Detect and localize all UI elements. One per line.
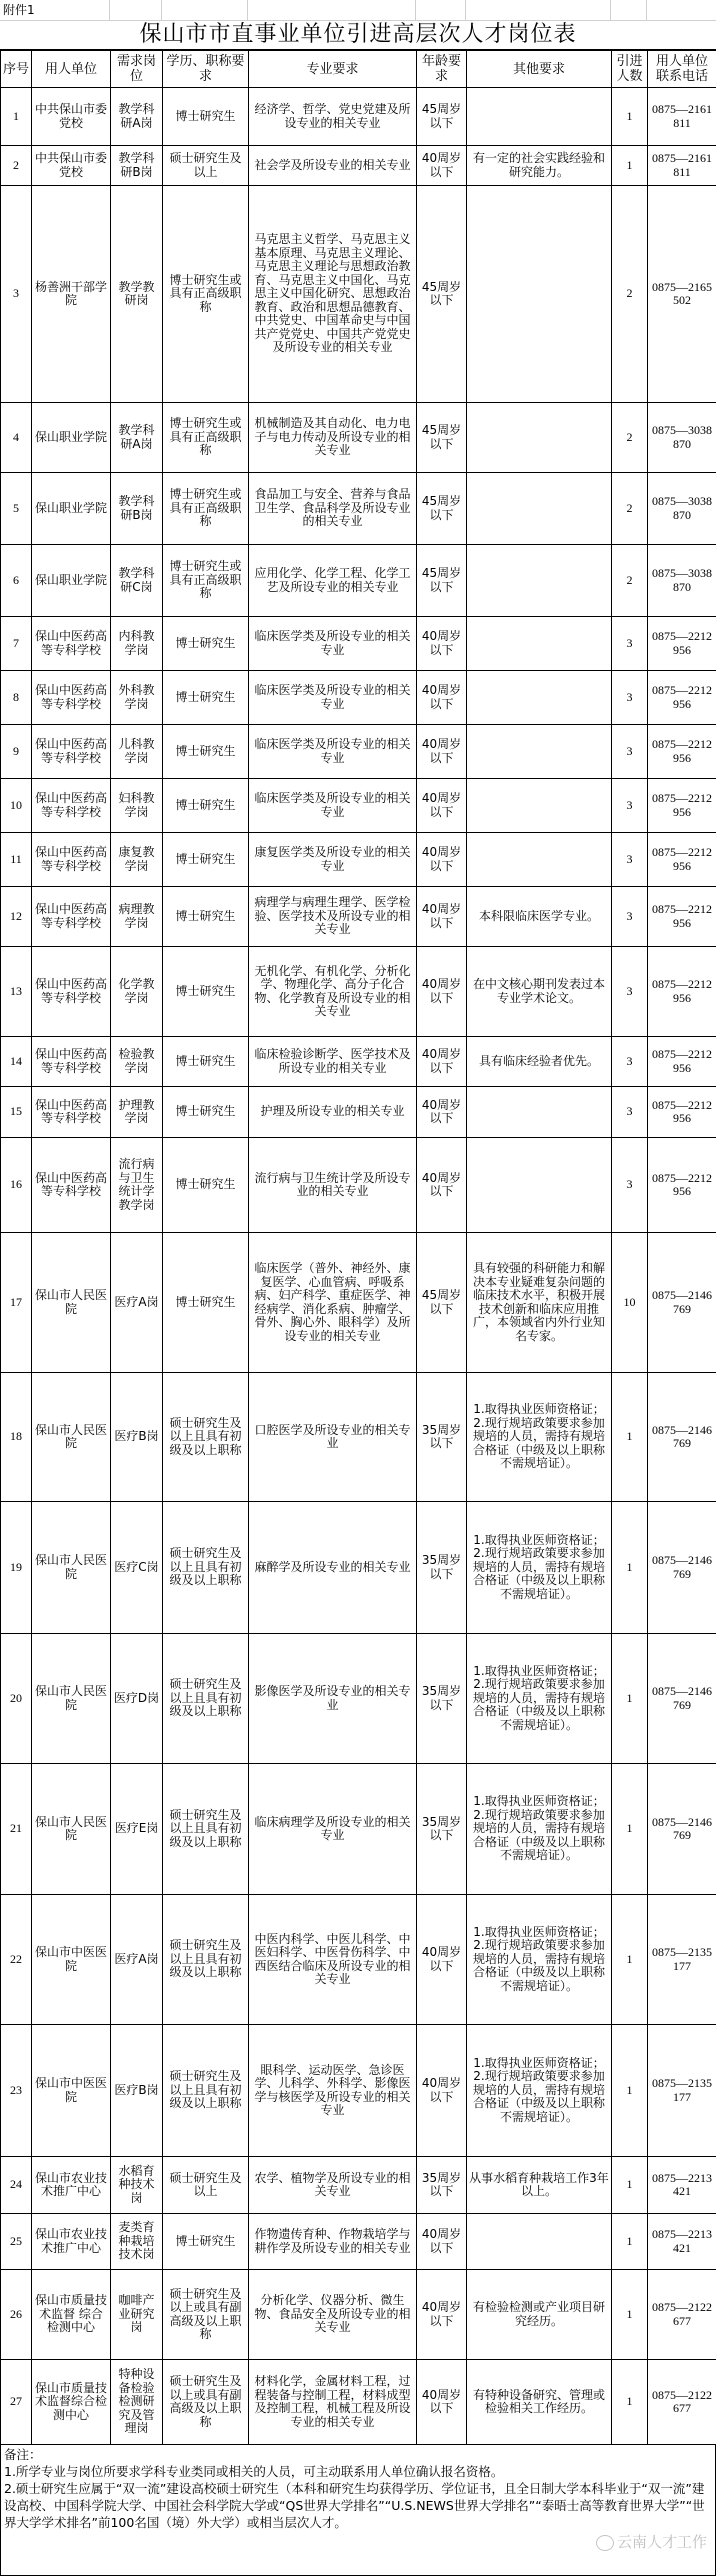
cell-phone: 0875—2146769: [648, 1502, 716, 1634]
cell-post: 特种设备检验检测研究及管理岗: [111, 2360, 163, 2445]
cell-post: 医疗B岗: [111, 2025, 163, 2157]
cell-seq: 11: [1, 833, 32, 887]
cell-seq: 5: [1, 473, 32, 545]
empty-cell: [110, 0, 162, 20]
cell-major: 麻醉学及所设专业的相关专业: [249, 1502, 417, 1634]
cell-other: [467, 88, 612, 146]
cell-unit: 保山职业学院: [32, 403, 111, 473]
table-row: [1, 887, 716, 947]
cell-seq: 15: [1, 1087, 32, 1138]
cell-age: 35周岁以下: [417, 1373, 467, 1502]
cell-edu: 硕士研究生及以上或具有副高级及以上职称: [163, 2360, 249, 2445]
cell-post: 咖啡产业研究岗: [111, 2270, 163, 2360]
cell-major: 影像医学及所设专业的相关专业: [249, 1634, 417, 1764]
cell-other: [467, 2214, 612, 2270]
cell-major: 临床医学（普外、神经外、康复医学、心血管病、呼吸系病、妇产科学、重症医学、神经病学、消化系病、肿瘤学、骨外、胸心外、眼科学）及所设专业的相关专业: [249, 1233, 417, 1373]
header-row: [1, 51, 716, 88]
cell-age: 35周岁以下: [417, 2157, 467, 2214]
cell-unit: 保山市人民医院: [32, 1373, 111, 1502]
table-row: [1, 1037, 716, 1087]
cell-age: 35周岁以下: [417, 1502, 467, 1634]
table-row: [1, 2157, 716, 2214]
table-row: [1, 1373, 716, 1502]
note-item-2: 2.硕士研究生应属于“双一流”建设高校硕士研究生（本科和研究生均获得学历、学位证书，且全日制大学本科毕业于“双一流”建设高校、中国科学院大学、中国社会科学院大学或“QS世界大学排名”“U.S.NEWS世界大学排名”“泰晤士高等教育世界大学”“世界大学学术排名”前100名国（境）外大学）或相当层次人才。: [4, 2480, 712, 2531]
cell-seq: 20: [1, 1634, 32, 1764]
cell-post: 教学科研A岗: [111, 88, 163, 146]
cell-phone: 0875—2161811: [648, 146, 716, 186]
cell-count: 3: [612, 1087, 648, 1138]
cell-phone: 0875—2212956: [648, 671, 716, 725]
cell-edu: 博士研究生: [163, 1087, 249, 1138]
cell-unit: 保山市中医医院: [32, 1895, 111, 2025]
cell-other: 1.取得执业医师资格证；2.现行规培政策要求参加规培的人员，需持有规培合格证（中级及以上职称不需规培证）。: [467, 1373, 612, 1502]
cell-count: 3: [612, 671, 648, 725]
cell-seq: 27: [1, 2360, 32, 2445]
cell-other: 有一定的社会实践经验和研究能力。: [467, 146, 612, 186]
note-item-1: 1.所学专业与岗位所要求学科专业类同或相关的人员，可主动联系用人单位确认报名资格。: [4, 2463, 712, 2480]
header-seq: 序号: [1, 51, 32, 88]
cell-count: 2: [612, 545, 648, 617]
cell-edu: 博士研究生或具有正高级职称: [163, 186, 249, 403]
cell-age: 45周岁以下: [417, 403, 467, 473]
cell-unit: 保山市人民医院: [32, 1502, 111, 1634]
cell-other: [467, 833, 612, 887]
cell-seq: 17: [1, 1233, 32, 1373]
cell-unit: 保山中医药高等专科学校: [32, 1037, 111, 1087]
cell-major: 临床检验诊断学、医学技术及所设专业的相关专业: [249, 1037, 417, 1087]
cell-unit: 保山中医药高等专科学校: [32, 617, 111, 671]
cell-major: 护理及所设专业的相关专业: [249, 1087, 417, 1138]
cell-major: 应用化学、化学工程、化学工艺及所设专业的相关专业: [249, 545, 417, 617]
attachment-row: [0, 0, 716, 21]
attachment-label: 附件1: [0, 0, 110, 20]
cell-post: 教学科研A岗: [111, 403, 163, 473]
cell-edu: 博士研究生: [163, 833, 249, 887]
cell-count: 3: [612, 1138, 648, 1233]
cell-major: 口腔医学及所设专业的相关专业: [249, 1373, 417, 1502]
cell-edu: 硕士研究生及以上且具有初级及以上职称: [163, 1895, 249, 2025]
cell-other: 本科限临床医学专业。: [467, 887, 612, 947]
cell-post: 流行病与卫生统计学教学岗: [111, 1138, 163, 1233]
cell-edu: 博士研究生: [163, 617, 249, 671]
cell-phone: 0875—2212956: [648, 947, 716, 1037]
cell-seq: 4: [1, 403, 32, 473]
cell-post: 化学教学岗: [111, 947, 163, 1037]
cell-other: 在中文核心期刊发表过本专业学术论文。: [467, 947, 612, 1037]
notes-section: [0, 2445, 716, 2576]
cell-unit: 保山中医药高等专科学校: [32, 947, 111, 1037]
cell-count: 1: [612, 1634, 648, 1764]
cell-other: [467, 779, 612, 833]
cell-phone: 0875—2212956: [648, 1037, 716, 1087]
cell-major: 无机化学、有机化学、分析化学、物理化学、高分子化合物、化学教育及所设专业的相关专业: [249, 947, 417, 1037]
cell-count: 3: [612, 887, 648, 947]
cell-major: 作物遗传育种、作物栽培学与耕作学及所设专业的相关专业: [249, 2214, 417, 2270]
cell-unit: 保山市质量技术监督综合检测中心: [32, 2360, 111, 2445]
cell-count: 3: [612, 1037, 648, 1087]
cell-seq: 13: [1, 947, 32, 1037]
cell-phone: 0875—2146769: [648, 1764, 716, 1895]
cell-count: 1: [612, 2360, 648, 2445]
cell-other: [467, 725, 612, 779]
cell-count: 1: [612, 146, 648, 186]
cell-phone: 0875—2135177: [648, 2025, 716, 2157]
empty-cell: [466, 0, 611, 20]
empty-cell: [416, 0, 466, 20]
table-row: [1, 2270, 716, 2360]
cell-age: 40周岁以下: [417, 2270, 467, 2360]
cell-seq: 7: [1, 617, 32, 671]
cell-count: 2: [612, 186, 648, 403]
table-row: [1, 186, 716, 403]
cell-major: 马克思主义哲学、马克思主义基本原理、马克思主义理论、马克思主义理论与思想政治教育、马克思主义中国化、马克思主义中国化研究、思想政治教育、政治和思想品德教育、中共党史、中国革命史与中国共产党党史、中国共产党党史及所设专业的相关专业: [249, 186, 417, 403]
cell-seq: 8: [1, 671, 32, 725]
cell-post: 康复教学岗: [111, 833, 163, 887]
cell-phone: 0875—2212956: [648, 887, 716, 947]
cell-age: 40周岁以下: [417, 1138, 467, 1233]
cell-other: 1.取得执业医师资格证；2.现行规培政策要求参加规培的人员，需持有规培合格证（中级及以上职称不需规培证）。: [467, 1502, 612, 1634]
cell-age: 40周岁以下: [417, 146, 467, 186]
cell-major: 流行病与卫生统计学及所设专业的相关专业: [249, 1138, 417, 1233]
table-row: [1, 1502, 716, 1634]
cell-unit: 保山市人民医院: [32, 1233, 111, 1373]
cell-major: 临床医学类及所设专业的相关专业: [249, 671, 417, 725]
header-major: 专业要求: [249, 51, 417, 88]
cell-age: 40周岁以下: [417, 2025, 467, 2157]
watermark-text: 云南人才工作: [617, 2533, 707, 2551]
cell-post: 医疗C岗: [111, 1502, 163, 1634]
cell-count: 3: [612, 617, 648, 671]
cell-seq: 21: [1, 1764, 32, 1895]
cell-other: [467, 1138, 612, 1233]
cell-age: 40周岁以下: [417, 947, 467, 1037]
header-other: 其他要求: [467, 51, 612, 88]
cell-phone: 0875—2213421: [648, 2214, 716, 2270]
cell-edu: 博士研究生或具有正高级职称: [163, 545, 249, 617]
cell-unit: 保山市人民医院: [32, 1764, 111, 1895]
cell-unit: 保山中医药高等专科学校: [32, 779, 111, 833]
cell-seq: 18: [1, 1373, 32, 1502]
cell-count: 3: [612, 833, 648, 887]
cell-major: 临床病理学及所设专业的相关专业: [249, 1764, 417, 1895]
table-row: [1, 833, 716, 887]
cell-unit: 保山中医药高等专科学校: [32, 887, 111, 947]
cell-count: 1: [612, 88, 648, 146]
cell-major: 分析化学、仪器分析、微生物、食品安全及所设专业的相关专业: [249, 2270, 417, 2360]
cell-phone: 0875—2212956: [648, 1087, 716, 1138]
wechat-icon: [596, 2535, 614, 2551]
cell-phone: 0875—2135177: [648, 1895, 716, 2025]
cell-major: 材料化学，金属材料工程，过程装备与控制工程，材料成型及控制工程，机械工程及所设专业的相关专业: [249, 2360, 417, 2445]
watermark: [596, 2534, 707, 2551]
cell-seq: 19: [1, 1502, 32, 1634]
cell-major: 临床医学类及所设专业的相关专业: [249, 617, 417, 671]
cell-edu: 博士研究生或具有正高级职称: [163, 473, 249, 545]
cell-phone: 0875—2122677: [648, 2270, 716, 2360]
header-unit: 用人单位: [32, 51, 111, 88]
cell-other: 从事水稻育种栽培工作3年以上。: [467, 2157, 612, 2214]
positions-table: [0, 50, 716, 2445]
cell-age: 45周岁以下: [417, 473, 467, 545]
table-row: [1, 947, 716, 1037]
table-row: [1, 1764, 716, 1895]
cell-age: 45周岁以下: [417, 186, 467, 403]
cell-count: 1: [612, 2214, 648, 2270]
cell-phone: 0875—2212956: [648, 617, 716, 671]
cell-edu: 硕士研究生及以上且具有初级及以上职称: [163, 1764, 249, 1895]
cell-count: 1: [612, 1764, 648, 1895]
cell-other: [467, 671, 612, 725]
cell-age: 40周岁以下: [417, 1087, 467, 1138]
cell-seq: 26: [1, 2270, 32, 2360]
cell-edu: 博士研究生: [163, 1138, 249, 1233]
cell-seq: 6: [1, 545, 32, 617]
table-row: [1, 1634, 716, 1764]
cell-count: 1: [612, 2157, 648, 2214]
cell-post: 内科教学岗: [111, 617, 163, 671]
cell-post: 教学教研岗: [111, 186, 163, 403]
cell-post: 教学科研B岗: [111, 146, 163, 186]
cell-major: 临床医学类及所设专业的相关专业: [249, 725, 417, 779]
cell-age: 40周岁以下: [417, 2214, 467, 2270]
table-row: [1, 2214, 716, 2270]
cell-post: 麦类育种栽培技术岗: [111, 2214, 163, 2270]
cell-seq: 16: [1, 1138, 32, 1233]
cell-count: 3: [612, 725, 648, 779]
cell-edu: 博士研究生: [163, 725, 249, 779]
cell-post: 医疗E岗: [111, 1764, 163, 1895]
cell-edu: 博士研究生: [163, 779, 249, 833]
cell-other: 有检验检测或产业项目研究经历。: [467, 2270, 612, 2360]
cell-phone: 0875—3038870: [648, 403, 716, 473]
cell-age: 40周岁以下: [417, 725, 467, 779]
cell-age: 40周岁以下: [417, 779, 467, 833]
cell-phone: 0875—2212956: [648, 833, 716, 887]
cell-phone: 0875—2146769: [648, 1373, 716, 1502]
cell-count: 3: [612, 947, 648, 1037]
cell-other: [467, 186, 612, 403]
cell-seq: 2: [1, 146, 32, 186]
cell-post: 医疗A岗: [111, 1895, 163, 2025]
table-row: [1, 146, 716, 186]
cell-major: 病理学与病理生理学、医学检验、医学技术及所设专业的相关专业: [249, 887, 417, 947]
cell-count: 1: [612, 2025, 648, 2157]
table-body: [1, 88, 716, 2445]
cell-unit: 保山职业学院: [32, 473, 111, 545]
notes-heading: 备注：: [4, 2446, 712, 2463]
cell-unit: 中共保山市委党校: [32, 88, 111, 146]
cell-other: 1.取得执业医师资格证；2.现行规培政策要求参加规培的人员，需持有规培合格证（中级及以上职称不需规培证）。: [467, 1895, 612, 2025]
cell-age: 40周岁以下: [417, 617, 467, 671]
cell-post: 医疗A岗: [111, 1233, 163, 1373]
cell-phone: 0875—2213421: [648, 2157, 716, 2214]
cell-edu: 博士研究生: [163, 1037, 249, 1087]
cell-seq: 9: [1, 725, 32, 779]
table-row: [1, 2025, 716, 2157]
cell-post: 护理教学岗: [111, 1087, 163, 1138]
cell-unit: 保山中医药高等专科学校: [32, 725, 111, 779]
cell-age: 40周岁以下: [417, 1895, 467, 2025]
cell-other: [467, 1087, 612, 1138]
cell-edu: 博士研究生: [163, 887, 249, 947]
table-row: [1, 2360, 716, 2445]
header-count: 引进人数: [612, 51, 648, 88]
table-row: [1, 617, 716, 671]
cell-edu: 博士研究生或具有正高级职称: [163, 403, 249, 473]
cell-other: 有特种设备研究、管理或检验相关工作经历。: [467, 2360, 612, 2445]
cell-unit: 保山市质量技术监督 综合检测中心: [32, 2270, 111, 2360]
cell-other: [467, 473, 612, 545]
cell-count: 1: [612, 2270, 648, 2360]
cell-phone: 0875—3038870: [648, 473, 716, 545]
cell-post: 教学科研C岗: [111, 545, 163, 617]
empty-cell: [611, 0, 647, 20]
cell-major: 食品加工与安全、营养与食品卫生学、食品科学及所设专业的相关专业: [249, 473, 417, 545]
table-row: [1, 1138, 716, 1233]
empty-cell: [162, 0, 248, 20]
cell-seq: 14: [1, 1037, 32, 1087]
cell-major: 康复医学类及所设专业的相关专业: [249, 833, 417, 887]
cell-post: 儿科教学岗: [111, 725, 163, 779]
cell-count: 3: [612, 779, 648, 833]
cell-edu: 硕士研究生及以上且具有初级及以上职称: [163, 1502, 249, 1634]
cell-count: 1: [612, 1895, 648, 2025]
page-title: 保山市市直事业单位引进高层次人才岗位表: [0, 21, 716, 50]
cell-unit: 保山中医药高等专科学校: [32, 1087, 111, 1138]
cell-seq: 25: [1, 2214, 32, 2270]
cell-seq: 22: [1, 1895, 32, 2025]
cell-post: 妇科教学岗: [111, 779, 163, 833]
cell-edu: 硕士研究生及以上或具有副高级及以上职称: [163, 2270, 249, 2360]
cell-phone: 0875—2122677: [648, 2360, 716, 2445]
cell-other: 具有较强的科研能力和解决本专业疑难复杂问题的临床技术水平，积极开展技术创新和临床应用推广，本领域省内外行业知名专家。: [467, 1233, 612, 1373]
cell-age: 45周岁以下: [417, 88, 467, 146]
table-row: [1, 671, 716, 725]
cell-other: 1.取得执业医师资格证；2.现行规培政策要求参加规培的人员，需持有规培合格证（中级及以上职称不需规培证）。: [467, 2025, 612, 2157]
cell-post: 检验教学岗: [111, 1037, 163, 1087]
cell-edu: 硕士研究生及以上且具有初级及以上职称: [163, 1634, 249, 1764]
cell-age: 35周岁以下: [417, 1634, 467, 1764]
table-row: [1, 545, 716, 617]
cell-other: [467, 545, 612, 617]
cell-phone: 0875—2212956: [648, 779, 716, 833]
cell-seq: 3: [1, 186, 32, 403]
cell-count: 2: [612, 403, 648, 473]
cell-count: 1: [612, 1373, 648, 1502]
cell-post: 水稻育种技术岗: [111, 2157, 163, 2214]
cell-post: 教学科研B岗: [111, 473, 163, 545]
cell-post: 医疗B岗: [111, 1373, 163, 1502]
cell-age: 40周岁以下: [417, 887, 467, 947]
cell-unit: 保山中医药高等专科学校: [32, 833, 111, 887]
cell-major: 农学、植物学及所设专业的相关专业: [249, 2157, 417, 2214]
cell-edu: 硕士研究生及以上: [163, 2157, 249, 2214]
cell-count: 2: [612, 473, 648, 545]
cell-count: 1: [612, 1502, 648, 1634]
cell-edu: 博士研究生: [163, 1233, 249, 1373]
cell-unit: 保山中医药高等专科学校: [32, 1138, 111, 1233]
cell-age: 45周岁以下: [417, 545, 467, 617]
cell-seq: 23: [1, 2025, 32, 2157]
cell-age: 40周岁以下: [417, 1037, 467, 1087]
table-row: [1, 1895, 716, 2025]
cell-major: 眼科学、运动医学、急诊医学、儿科学、外科学、影像医学与核医学及所设专业的相关专业: [249, 2025, 417, 2157]
cell-phone: 0875—3038870: [648, 545, 716, 617]
table-row: [1, 403, 716, 473]
cell-major: 机械制造及其自动化、电力电子与电力传动及所设专业的相关专业: [249, 403, 417, 473]
table-row: [1, 88, 716, 146]
table-row: [1, 473, 716, 545]
cell-edu: 硕士研究生及以上: [163, 146, 249, 186]
cell-age: 40周岁以下: [417, 671, 467, 725]
cell-edu: 硕士研究生及以上且具有初级及以上职称: [163, 2025, 249, 2157]
header-post: 需求岗位: [111, 51, 163, 88]
cell-count: 10: [612, 1233, 648, 1373]
cell-unit: 保山市人民医院: [32, 1634, 111, 1764]
cell-unit: 保山市中医医院: [32, 2025, 111, 2157]
cell-other: 1.取得执业医师资格证；2.现行规培政策要求参加规培的人员，需持有规培合格证（中级及以上职称不需规培证）。: [467, 1634, 612, 1764]
header-edu: 学历、职称要求: [163, 51, 249, 88]
cell-edu: 硕士研究生及以上且具有初级及以上职称: [163, 1373, 249, 1502]
cell-age: 35周岁以下: [417, 1764, 467, 1895]
cell-unit: 保山市农业技术推广中心: [32, 2214, 111, 2270]
cell-unit: 保山中医药高等专科学校: [32, 671, 111, 725]
table-row: [1, 725, 716, 779]
cell-seq: 1: [1, 88, 32, 146]
cell-edu: 博士研究生: [163, 947, 249, 1037]
cell-other: 具有临床经验者优先。: [467, 1037, 612, 1087]
cell-age: 45周岁以下: [417, 1233, 467, 1373]
cell-unit: 保山市农业技术推广中心: [32, 2157, 111, 2214]
cell-seq: 10: [1, 779, 32, 833]
cell-other: [467, 617, 612, 671]
header-phone: 用人单位联系电话: [648, 51, 716, 88]
cell-major: 经济学、哲学、党史党建及所设专业的相关专业: [249, 88, 417, 146]
cell-seq: 24: [1, 2157, 32, 2214]
cell-unit: 中共保山市委党校: [32, 146, 111, 186]
cell-post: 病理教学岗: [111, 887, 163, 947]
cell-age: 40周岁以下: [417, 2360, 467, 2445]
cell-major: 中医内科学、中医儿科学、中医妇科学、中医骨伤科学、中西医结合临床及所设专业的相关专业: [249, 1895, 417, 2025]
cell-edu: 博士研究生: [163, 88, 249, 146]
cell-phone: 0875—2212956: [648, 1138, 716, 1233]
cell-phone: 0875—2212956: [648, 725, 716, 779]
cell-edu: 博士研究生: [163, 671, 249, 725]
cell-phone: 0875—2146769: [648, 1634, 716, 1764]
cell-unit: 保山职业学院: [32, 545, 111, 617]
cell-unit: 杨善洲干部学院: [32, 186, 111, 403]
cell-edu: 博士研究生: [163, 2214, 249, 2270]
cell-post: 医疗D岗: [111, 1634, 163, 1764]
cell-phone: 0875—2161811: [648, 88, 716, 146]
cell-other: 1.取得执业医师资格证；2.现行规培政策要求参加规培的人员，需持有规培合格证（中级及以上职称不需规培证）。: [467, 1764, 612, 1895]
cell-seq: 12: [1, 887, 32, 947]
cell-major: 社会学及所设专业的相关专业: [249, 146, 417, 186]
cell-other: [467, 403, 612, 473]
table-row: [1, 779, 716, 833]
cell-age: 40周岁以下: [417, 833, 467, 887]
cell-phone: 0875—2146769: [648, 1233, 716, 1373]
cell-post: 外科教学岗: [111, 671, 163, 725]
cell-major: 临床医学类及所设专业的相关专业: [249, 779, 417, 833]
table-row: [1, 1233, 716, 1373]
cell-phone: 0875—2165502: [648, 186, 716, 403]
empty-cell: [647, 0, 716, 20]
header-age: 年龄要求: [417, 51, 467, 88]
table-row: [1, 1087, 716, 1138]
empty-cell: [248, 0, 416, 20]
